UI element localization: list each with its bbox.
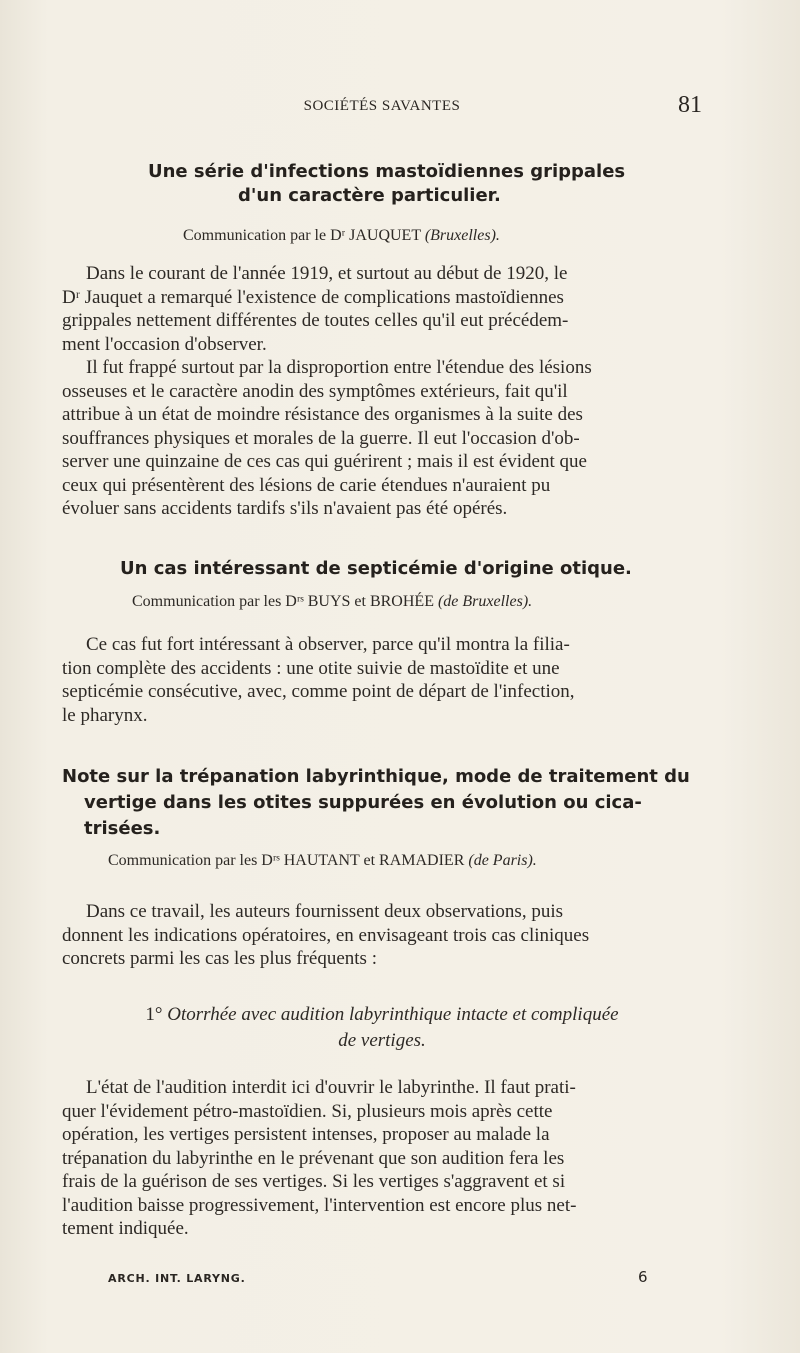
byline-authors: Communication par les Dʳˢ BUYS et BROHÉE	[132, 593, 434, 610]
text-line: Dʳ Jauquet a remarqué l'existence de complications mastoïdiennes	[62, 286, 564, 308]
text-line: ment l'occasion d'observer.	[62, 333, 267, 355]
byline-place: (de Bruxelles).	[437, 593, 533, 610]
text-line: Ce cas fut fort intéressant à observer, parce qu'il montra la filia-	[86, 634, 570, 655]
text-line: l'audition baisse progressivement, l'intervention est encore plus net-	[62, 1194, 577, 1216]
section-2-paragraph	[62, 633, 702, 727]
text-line: tion complète des accidents : une otite suivie de mastoïdite et une	[62, 657, 560, 679]
text-line: Il fut frappé surtout par la disproportion entre l'étendue des lésions	[86, 357, 592, 378]
text-line: donnent les indications opératoires, en envisageant trois cas cliniques	[62, 924, 590, 946]
gathering-signature-number: 6	[638, 1268, 648, 1286]
subheading-number: 1°	[145, 1004, 163, 1025]
text-line: ceux qui présentèrent des lésions de carie étendues n'auraient pu	[62, 474, 551, 496]
running-header	[62, 92, 702, 122]
byline-authors: Communication par les Dʳˢ HAUTANT et RAMADIER	[108, 852, 465, 869]
text-line: grippales nettement différentes de toutes celles qu'il eut précédem-	[62, 310, 569, 331]
subheading-line-2: de vertiges.	[338, 1030, 426, 1051]
text-line: concrets parmi les cas les plus fréquents :	[62, 948, 377, 969]
text-line: L'état de l'audition interdit ici d'ouvrir le labyrinthe. Il faut prati-	[86, 1077, 576, 1098]
text-line: évoluer sans accidents tardifs s'ils n'avaient pas été opérés.	[62, 498, 508, 519]
section-3-title-line-3: trisées.	[84, 818, 161, 839]
section-3-paragraph-2	[62, 1076, 702, 1241]
text-line: Dans ce travail, les auteurs fournissent deux observations, puis	[86, 901, 563, 922]
section-1-title-line-2: d'un caractère particulier.	[238, 185, 501, 206]
journal-signature-mark: ARCH. INT. LARYNG.	[108, 1272, 246, 1285]
section-2-byline	[132, 593, 532, 611]
text-line: Dans le courant de l'année 1919, et surtout au début de 1920, le	[86, 263, 568, 284]
section-2-title: Un cas intéressant de septicémie d'origine otique.	[120, 558, 632, 579]
section-1-title-line-1: Une série d'infections mastoïdiennes grippales	[148, 161, 626, 182]
text-line: trépanation du labyrinthe en le prévenant que son audition fera les	[62, 1147, 565, 1169]
text-line: opération, les vertiges persistent intenses, proposer au malade la	[62, 1124, 550, 1145]
text-line: quer l'évidement pétro-mastoïdien. Si, plusieurs mois après cette	[62, 1100, 553, 1122]
section-3-paragraph-1	[62, 900, 702, 971]
running-title: SOCIÉTÉS SAVANTES	[303, 98, 461, 114]
section-1-paragraph-1	[62, 262, 702, 356]
subheading-line-1	[62, 1002, 702, 1028]
section-3-subheading	[62, 1002, 702, 1054]
section-3-title-line-2: vertige dans les otites suppurées en évolution ou cica-	[84, 792, 642, 813]
subheading-text: Otorrhée avec audition labyrinthique intacte et compliquée	[167, 1004, 619, 1025]
text-line: septicémie consécutive, avec, comme point de départ de l'infection,	[62, 681, 575, 702]
byline-place: (de Paris).	[468, 852, 537, 869]
text-line: attribue à un état de moindre résistance des organismes à la suite des	[62, 404, 583, 425]
section-1-byline	[183, 227, 500, 245]
page-number: 81	[678, 92, 702, 118]
text-line: frais de la guérison de ses vertiges. Si les vertiges s'aggravent et si	[62, 1171, 566, 1192]
section-3-byline	[108, 852, 537, 870]
text-line: osseuses et le caractère anodin des symptômes extérieurs, fait qu'il	[62, 380, 568, 402]
text-line: souffrances physiques et morales de la guerre. Il eut l'occasion d'ob-	[62, 427, 580, 449]
section-3-title-line-1: Note sur la trépanation labyrinthique, mode de traitement du	[62, 766, 690, 787]
text-line: le pharynx.	[62, 704, 148, 726]
section-1-paragraph-2	[62, 356, 702, 521]
text-line: server une quinzaine de ces cas qui guérirent ; mais il est évident que	[62, 451, 587, 472]
text-line: tement indiquée.	[62, 1218, 189, 1239]
byline-place: (Bruxelles).	[424, 227, 500, 244]
byline-authors: Communication par le Dʳ JAUQUET	[183, 227, 421, 244]
